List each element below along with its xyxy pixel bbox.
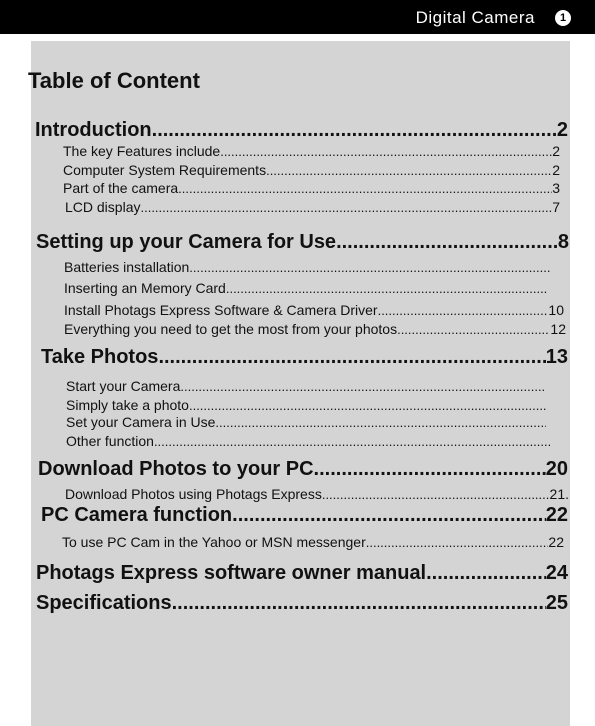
toc-entry-page: 22 [545, 504, 568, 526]
toc-entry-title: Start your Camera [66, 378, 181, 394]
toc-leader-dots [215, 415, 546, 430]
toc-leader-dots [189, 398, 546, 413]
toc-entry-download[interactable] [38, 458, 568, 481]
toc-leader-dots [180, 379, 546, 394]
toc-leader-dots [378, 303, 549, 318]
toc-entry-set-camera[interactable] [66, 414, 546, 430]
toc-entry-page: 2 [552, 143, 560, 159]
toc-entry-page: 8 [557, 231, 569, 253]
toc-entry-title: Inserting an Memory Card [64, 280, 226, 296]
toc-entry-title: Setting up your Camera for Use [36, 231, 337, 253]
toc-entry-title: Download Photos to your PC [38, 458, 314, 480]
toc-leader-dots [158, 346, 545, 369]
toc-leader-dots [178, 181, 552, 196]
toc-entry-title: To use PC Cam in the Yahoo or MSN messenger [62, 534, 366, 550]
toc-leader-dots [232, 504, 546, 527]
toc-entry-title: Install Photags Express Software & Camera Driver [64, 302, 378, 318]
toc-entry-title: LCD display [65, 199, 141, 215]
toc-entry-everything[interactable] [64, 321, 566, 337]
toc-leader-dots [336, 231, 558, 254]
toc-entry-page: 7 [552, 199, 560, 215]
toc-leader-dots [426, 562, 546, 585]
page-number-badge: 1 [555, 10, 571, 26]
toc-entry-pc-cam-messenger[interactable] [62, 534, 564, 550]
toc-leader-dots [397, 322, 550, 337]
toc-entry-photags-manual[interactable] [36, 562, 568, 585]
toc-entry-page: 3 [552, 180, 560, 196]
toc-entry-title: Introduction [35, 119, 152, 141]
toc-entry-take-photo[interactable] [66, 397, 546, 413]
toc-entry-title: Download Photos using Photags Express [65, 486, 322, 502]
toc-entry-title: Batteries installation [64, 259, 190, 275]
toc-entry-title: Simply take a photo [66, 397, 189, 413]
toc-entry-memory-card[interactable] [64, 280, 548, 296]
toc-entry-page: 24 [545, 562, 568, 584]
toc-entry-take-photos[interactable] [41, 346, 568, 369]
toc-leader-dots [266, 163, 552, 178]
toc-entry-camera-parts[interactable] [63, 180, 560, 196]
toc-entry-title: PC Camera function [41, 504, 233, 526]
toc-leader-dots [366, 535, 549, 550]
toc-entry-specifications[interactable] [36, 592, 568, 615]
toc-entry-page: 25 [545, 592, 568, 614]
toc-entry-page: 21. [549, 486, 569, 502]
toc-entry-system-requirements[interactable] [63, 162, 560, 178]
toc-entry-pc-camera[interactable] [41, 504, 568, 527]
toc-leader-dots [220, 144, 552, 159]
toc-entry-page: 2 [556, 119, 568, 141]
toc-leader-dots [189, 260, 550, 275]
toc-entry-page: 12 [550, 321, 566, 337]
toc-leader-dots [152, 119, 557, 142]
toc-entry-page: 13 [545, 346, 568, 368]
toc-entry-lcd-display[interactable] [65, 199, 560, 215]
toc-entry-page: 2 [552, 162, 560, 178]
toc-entry-title: Set your Camera in Use [66, 414, 216, 430]
toc-entry-setting-up[interactable] [36, 231, 569, 254]
header-title: Digital Camera [415, 8, 535, 27]
toc-entry-introduction[interactable] [35, 119, 568, 142]
toc-entry-page: 22 [548, 534, 564, 550]
header-bar [0, 0, 595, 34]
toc-entry-title: Photags Express software owner manual [36, 562, 427, 584]
toc-leader-dots [322, 487, 550, 502]
toc-entry-download-photags[interactable] [65, 486, 569, 502]
toc-entry-title: Specifications [36, 592, 172, 614]
toc-entry-key-features[interactable] [63, 143, 560, 159]
toc-entry-install-software[interactable] [64, 302, 564, 318]
toc-leader-dots [154, 434, 550, 449]
toc-entry-title: Take Photos [41, 346, 159, 368]
toc-entry-title: Other function [66, 433, 154, 449]
toc-entry-page: 10 [548, 302, 564, 318]
toc-leader-dots [314, 458, 546, 481]
toc-entry-title: Computer System Requirements [63, 162, 267, 178]
toc-entry-title: Part of the camera [63, 180, 179, 196]
toc-leader-dots [226, 281, 548, 296]
toc-leader-dots [140, 200, 552, 215]
toc-entry-batteries[interactable] [64, 259, 550, 275]
toc-entry-title: The key Features include [63, 143, 221, 159]
toc-entry-title: Everything you need to get the most from your photos [64, 321, 398, 337]
toc-title: Table of Content [28, 68, 200, 93]
toc-entry-start-camera[interactable] [66, 378, 546, 394]
toc-entry-other-function[interactable] [66, 433, 550, 449]
toc-leader-dots [172, 592, 546, 615]
toc-entry-page: 20 [545, 458, 568, 480]
